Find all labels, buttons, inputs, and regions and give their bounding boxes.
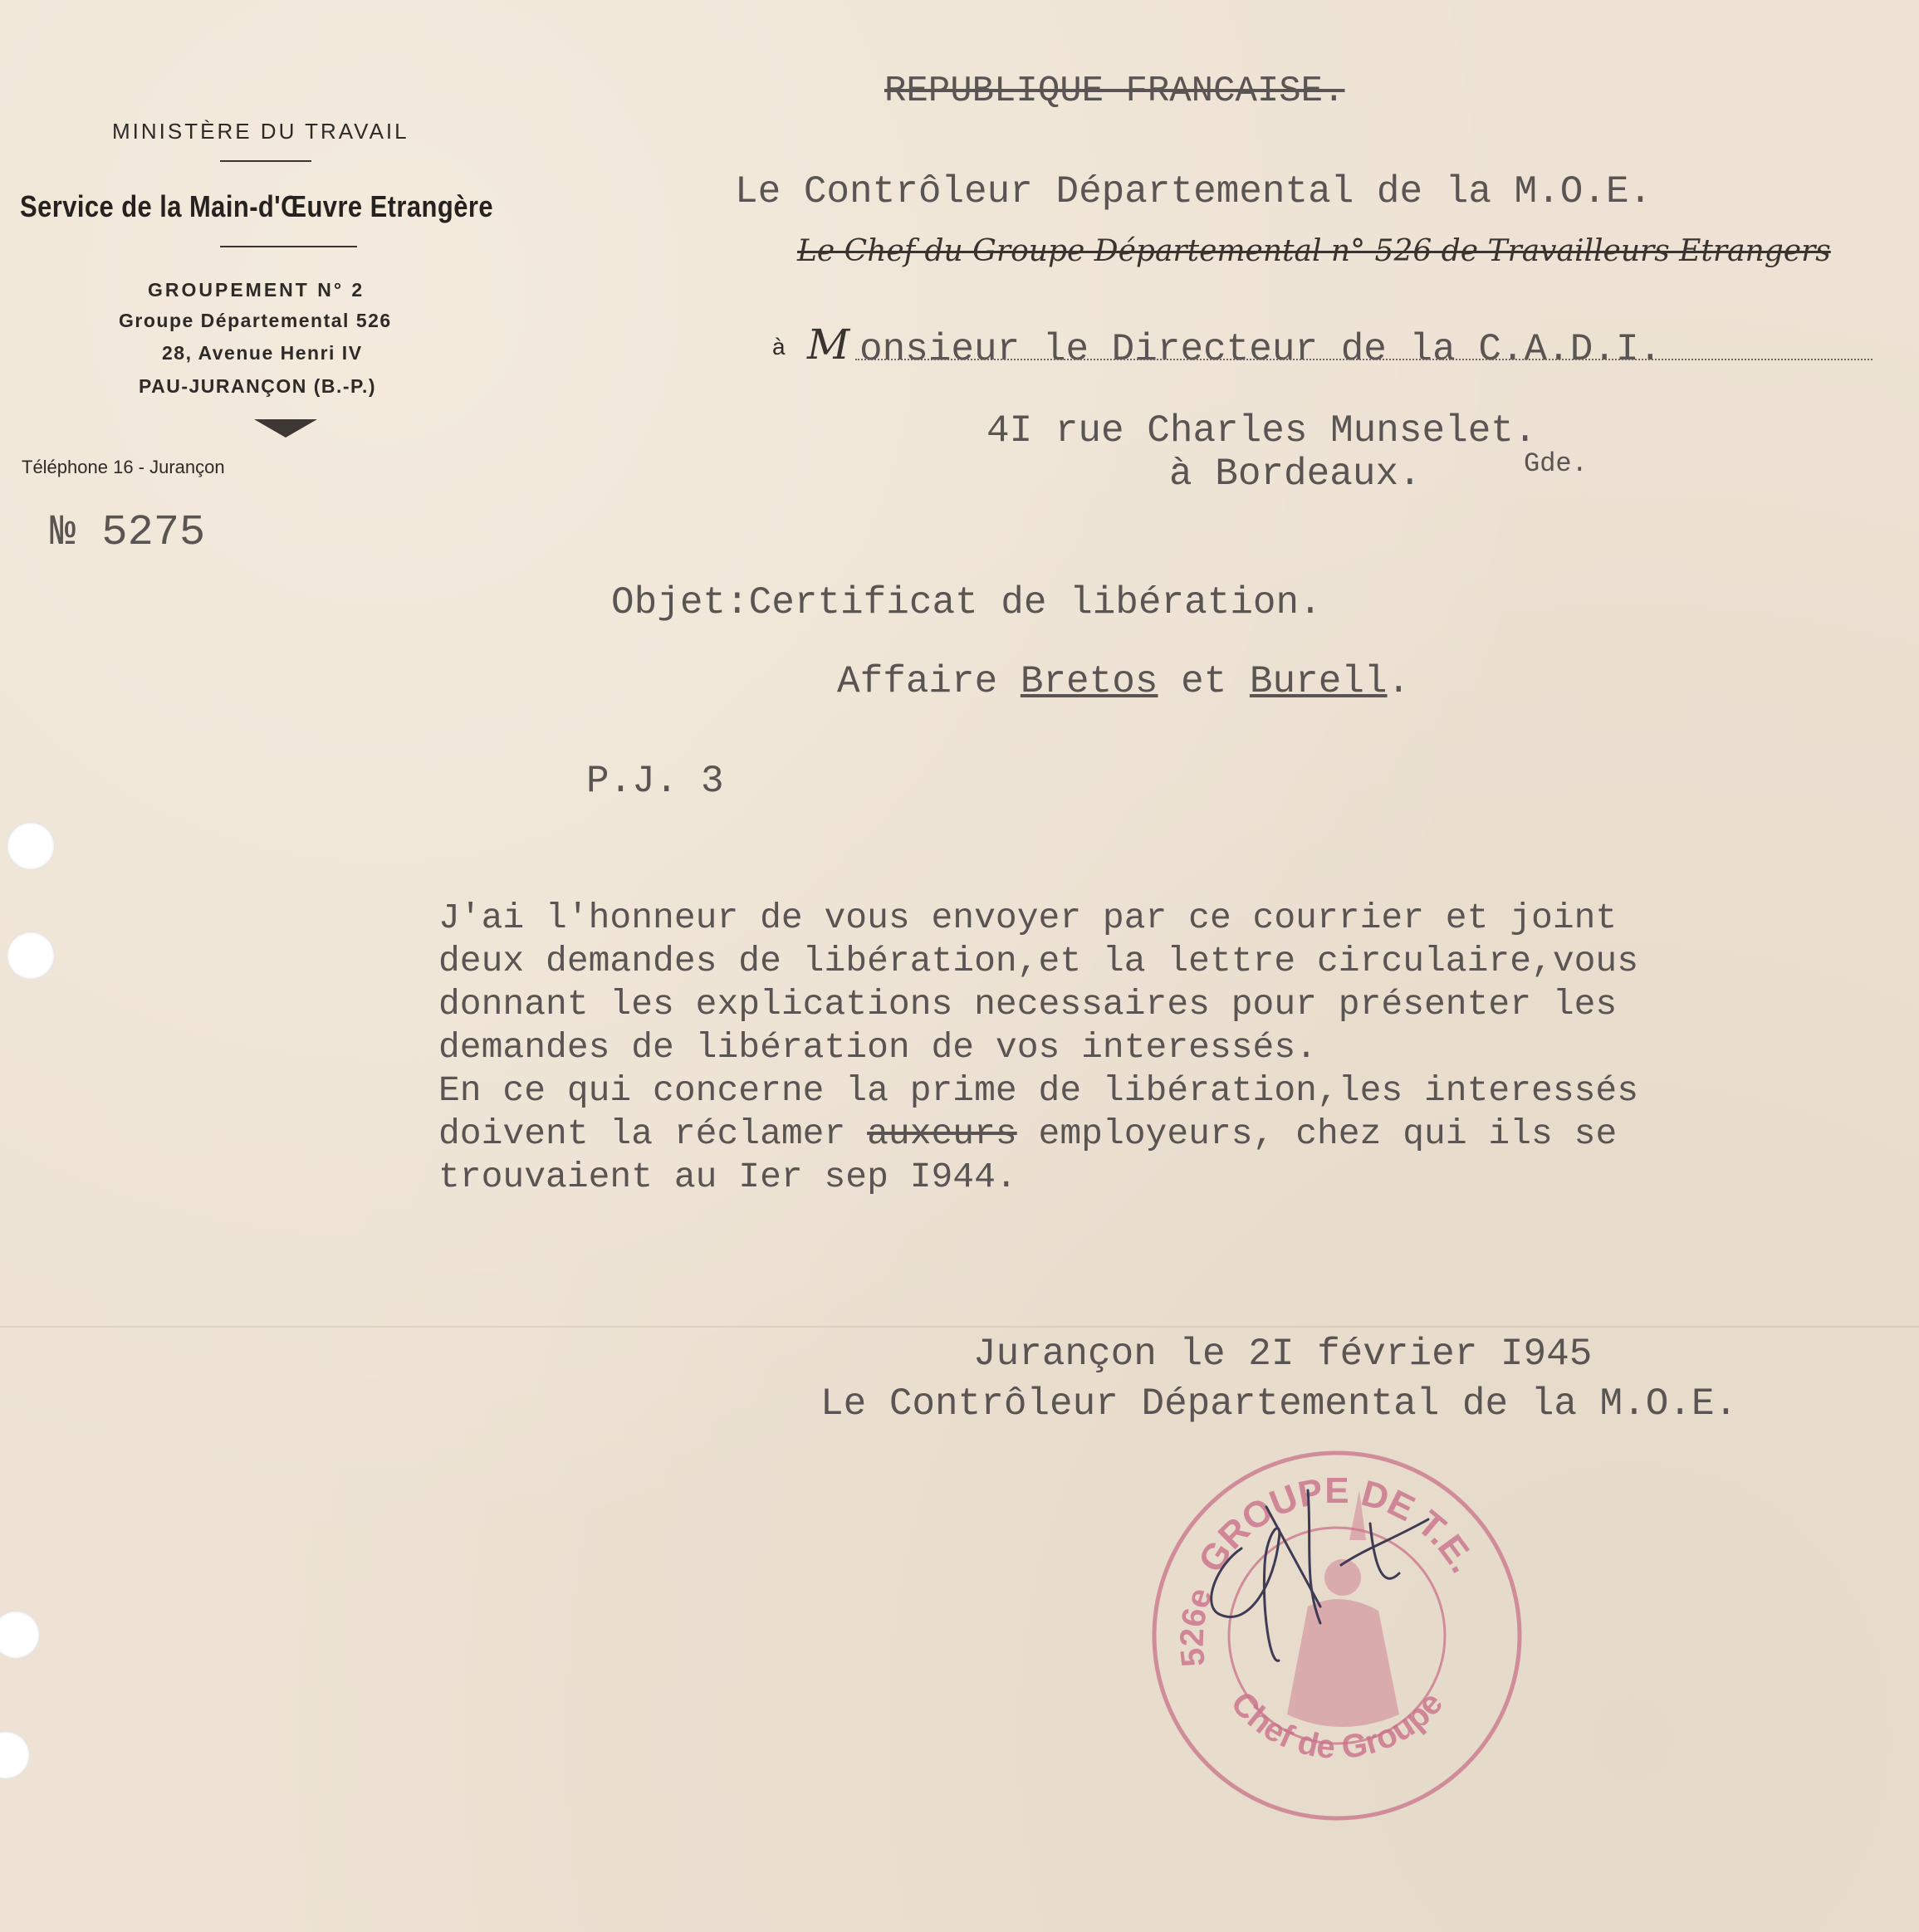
recipient-initial: M: [807, 320, 850, 369]
affaire-name-2: Burell: [1249, 660, 1388, 703]
stamp-ring-top: GROUPE DE T.E.: [1190, 1470, 1484, 1580]
sender-title: Le Contrôleur Départemental de la M.O.E.: [735, 170, 1652, 213]
punch-hole: [7, 932, 55, 980]
address-department: Gde.: [1524, 448, 1588, 479]
ornament-icon: [254, 419, 317, 438]
recipient-dotted-line: [855, 359, 1872, 360]
body-text-fragment: doivent la réclamer: [438, 1113, 868, 1154]
body-line: J'ai l'honneur de vous envoyer par ce courrier et joint: [438, 898, 1618, 938]
address-line-1: 4I rue Charles Munselet.: [986, 409, 1537, 452]
body-line: En ce qui concerne la prime de libération,les interessés: [438, 1070, 1639, 1111]
republique-heading: REPUBLIQUE FRANCAISE.: [884, 71, 1345, 112]
affaire-suffix: .: [1387, 660, 1411, 703]
recipient-prefix: à: [772, 334, 786, 359]
affaire-line: [837, 660, 1410, 703]
stamp-ring-bottom: Chef de Groupe: [1223, 1685, 1451, 1767]
punch-hole: [0, 1731, 30, 1779]
affaire-prefix: Affaire: [837, 660, 1021, 703]
body-line: demandes de libération de vos interessés.: [438, 1027, 1317, 1068]
letterhead-telephone: Téléphone 16 - Jurançon: [22, 457, 225, 477]
body-line: donnant les explications necessaires pour présenter les: [438, 984, 1618, 1025]
letterhead-divider: [220, 246, 357, 247]
subject-line: Objet:Certificat de libération.: [611, 581, 1322, 624]
signature-title: Le Contrôleur Départemental de la M.O.E.: [820, 1382, 1738, 1426]
address-line-2: à Bordeaux.: [1169, 452, 1422, 496]
closing-date: Jurançon le 2I février I945: [973, 1333, 1593, 1376]
sender-title-struck: Le Chef du Groupe Départemental n° 526 de Travailleurs Etrangers: [797, 234, 1831, 268]
letterhead-groupe: Groupe Départemental 526: [119, 310, 392, 331]
letterhead-groupement: GROUPEMENT N° 2: [148, 279, 365, 301]
letterhead-ministry: MINISTÈRE DU TRAVAIL: [112, 119, 409, 144]
punch-hole: [0, 1611, 40, 1659]
letterhead-service: Service de la Main-d'Œuvre Etrangère: [20, 189, 494, 223]
body-text-fragment: employeurs, chez qui ils se: [1016, 1113, 1618, 1154]
affaire-et: et: [1158, 660, 1250, 703]
letterhead-city: PAU-JURANÇON (B.-P.): [139, 375, 376, 397]
body-line: deux demandes de libération,et la lettre circulaire,vous: [438, 941, 1639, 981]
marianne-seal-icon: [1287, 1490, 1399, 1727]
body-line: trouvaient au Ier sep I944.: [438, 1157, 1017, 1197]
reference-number: № 5275: [50, 508, 206, 557]
attachments-count: P.J. 3: [586, 760, 724, 803]
body-line: [438, 1113, 1638, 1156]
letterhead-address: 28, Avenue Henri IV: [162, 342, 363, 364]
stamp-ring-left: 526e: [1173, 1583, 1220, 1669]
paper-fold-line: [0, 1326, 1919, 1328]
official-stamp: [1142, 1440, 1532, 1831]
letterhead-divider: [220, 160, 311, 162]
recipient-name: onsieur le Directeur de la C.A.D.I.: [859, 328, 1662, 371]
struck-word: auxeurs: [867, 1113, 1017, 1154]
punch-hole: [7, 822, 55, 870]
affaire-name-1: Bretos: [1020, 660, 1158, 703]
letter-body: [438, 897, 1638, 1199]
